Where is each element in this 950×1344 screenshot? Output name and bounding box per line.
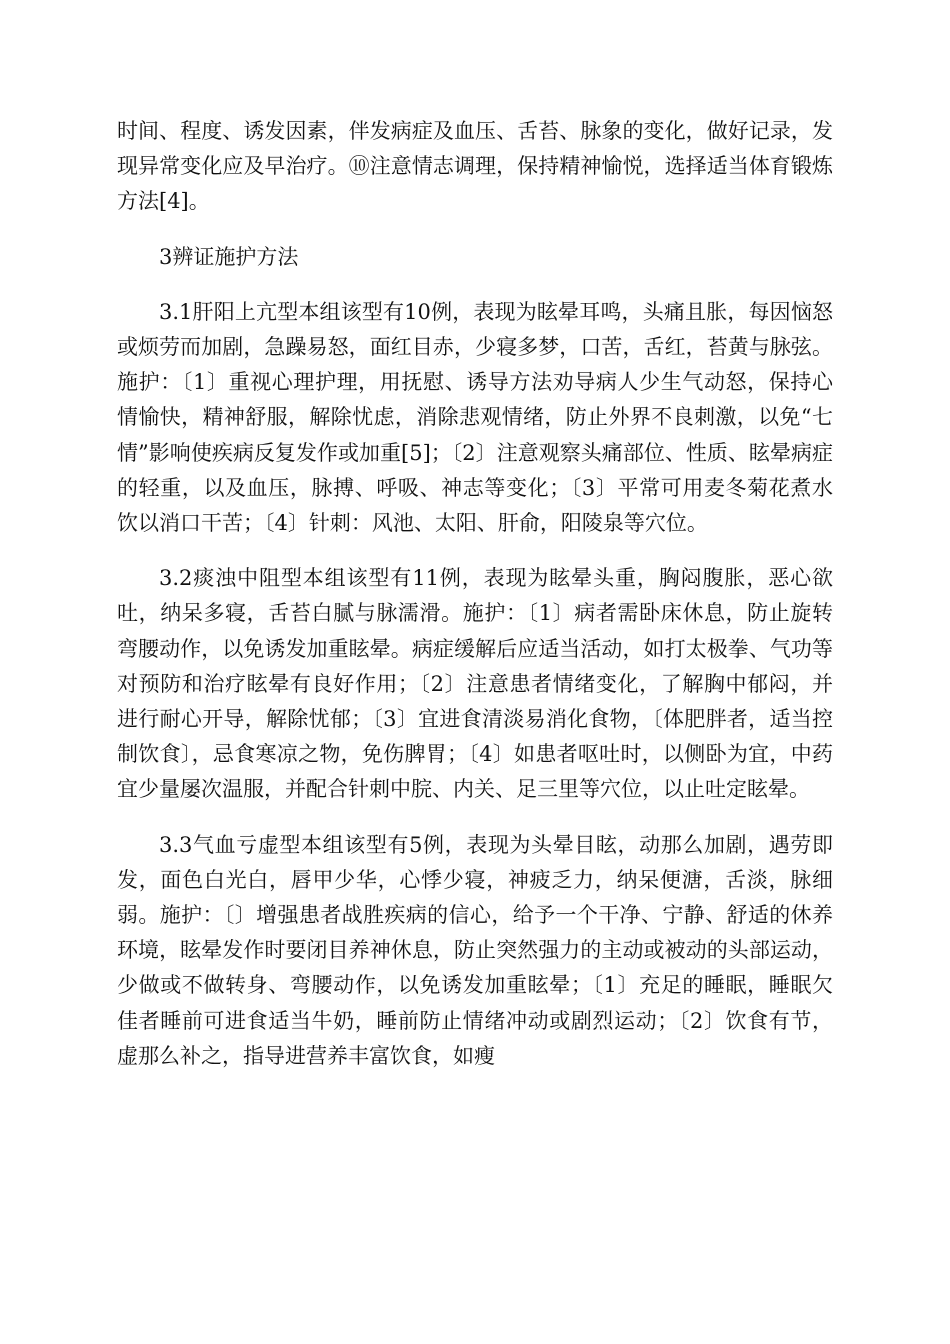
paragraph-phlegm-turbidity: 3.2痰浊中阻型本组该型有11例，表现为眩晕头重，胸闷腹胀，恶心欲吐，纳呆多寝，舌苔白腻与脉濡滑。施护：〔1〕病者需卧床休息，防止旋转弯腰动作，以免诱发加重眩晕。病症缓解后应适当活动，如打太极拳、气功等对预防和治疗眩晕有良好作用；〔2〕注意患者情绪变化，了解胸中郁闷，并进行耐心开导，解除忧郁；〔3〕宜进食清淡易消化食物，〔体肥胖者，适当控制饮食〕，忌食寒凉之物，免伤脾胃；〔4〕如患者呕吐时，以侧卧为宜，中药宜少量屡次温服，并配合针刺中脘、内关、足三里等穴位，以止吐定眩晕。 bbox=[117, 566, 833, 802]
paragraph-continuation: 时间、程度、诱发因素，伴发病症及血压、舌苔、脉象的变化，做好记录，发现异常变化应及早治疗。⑩注意情志调理，保持精神愉悦，选择适当体育锻炼方法[4]。 bbox=[117, 119, 833, 214]
section-heading: 3辨证施护方法 bbox=[159, 244, 299, 269]
paragraph-qi-blood-deficiency: 3.3气血亏虚型本组该型有5例，表现为头晕目眩，动那么加剧，遇劳即发，面色白光白，唇甲少华，心悸少寝，神疲乏力，纳呆便溏，舌淡，脉细弱。施护：〔〕增强患者战胜疾病的信心，给予一个干净、宁静、舒适的休养环境，眩晕发作时要闭目养神休息，防止突然强力的主动或被动的头部运动，少做或不做转身、弯腰动作，以免诱发加重眩晕；〔1〕充足的睡眠，睡眠欠佳者睡前可进食适当牛奶，睡前防止情绪冲动或剧烈运动；〔2〕饮食有节，虚那么补之，指导进营养丰富饮食，如瘦 bbox=[117, 832, 833, 1068]
paragraph-liver-yang: 3.1肝阳上亢型本组该型有10例，表现为眩晕耳鸣，头痛且胀，每因恼怒或烦劳而加剧，急躁易怒，面红目赤，少寝多梦，口苦，舌红，苔黄与脉弦。施护：〔1〕重视心理护理，用抚慰、诱导方法劝导病人少生气动怒，保持心情愉快，精神舒服，解除忧虑，消除悲观情绪，防止外界不良刺激，以免“七情”影响使疾病反复发作或加重[5]；〔2〕注意观察头痛部位、性质、眩晕病症的轻重，以及血压，脉搏、呼吸、神志等变化；〔3〕平常可用麦冬菊花煮水饮以消口干苦；〔4〕针刺：风池、太阳、肝俞，阳陵泉等穴位。 bbox=[117, 299, 833, 536]
document-page bbox=[117, 114, 833, 1094]
